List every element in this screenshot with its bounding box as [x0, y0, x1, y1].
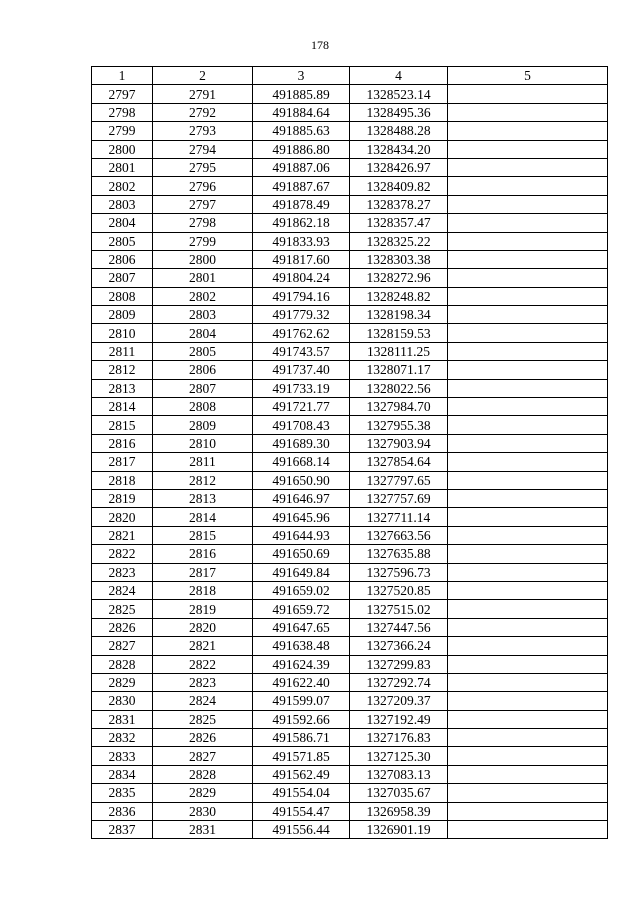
table-cell-col-4: 1328111.25 — [350, 342, 448, 360]
column-header-1: 1 — [92, 67, 153, 85]
table-cell-col-4: 1327711.14 — [350, 508, 448, 526]
table-cell-col-2: 2810 — [153, 434, 253, 452]
table-cell-col-2: 2811 — [153, 453, 253, 471]
table-cell-col-4: 1328303.38 — [350, 250, 448, 268]
table-row — [92, 379, 608, 397]
coordinates-table — [91, 66, 608, 839]
table-cell-col-4: 1327757.69 — [350, 489, 448, 507]
table-cell-col-5 — [448, 692, 608, 710]
table-cell-col-5 — [448, 250, 608, 268]
table-body — [92, 85, 608, 839]
table-cell-col-1: 2830 — [92, 692, 153, 710]
table-cell-col-4: 1328426.97 — [350, 158, 448, 176]
table-cell-col-1: 2797 — [92, 85, 153, 103]
table-cell-col-5 — [448, 545, 608, 563]
table-cell-col-1: 2812 — [92, 361, 153, 379]
table-cell-col-2: 2800 — [153, 250, 253, 268]
table-cell-col-2: 2801 — [153, 269, 253, 287]
table-cell-col-5 — [448, 508, 608, 526]
table-cell-col-2: 2814 — [153, 508, 253, 526]
table-row — [92, 214, 608, 232]
table-cell-col-3: 491659.02 — [253, 581, 350, 599]
table-cell-col-3: 491833.93 — [253, 232, 350, 250]
table-row — [92, 508, 608, 526]
column-header-5: 5 — [448, 67, 608, 85]
table-cell-col-3: 491586.71 — [253, 729, 350, 747]
table-cell-col-1: 2803 — [92, 195, 153, 213]
table-cell-col-2: 2808 — [153, 398, 253, 416]
table-row — [92, 581, 608, 599]
table-cell-col-4: 1328248.82 — [350, 287, 448, 305]
table-cell-col-2: 2825 — [153, 710, 253, 728]
table-cell-col-2: 2830 — [153, 802, 253, 820]
table-cell-col-1: 2818 — [92, 471, 153, 489]
table-row — [92, 269, 608, 287]
table-cell-col-2: 2803 — [153, 306, 253, 324]
table-cell-col-1: 2800 — [92, 140, 153, 158]
table-cell-col-2: 2809 — [153, 416, 253, 434]
table-cell-col-2: 2792 — [153, 103, 253, 121]
table-cell-col-1: 2822 — [92, 545, 153, 563]
table-cell-col-2: 2793 — [153, 122, 253, 140]
table-row — [92, 600, 608, 618]
table-cell-col-5 — [448, 526, 608, 544]
table-cell-col-2: 2806 — [153, 361, 253, 379]
table-cell-col-5 — [448, 637, 608, 655]
table-cell-col-3: 491650.90 — [253, 471, 350, 489]
table-cell-col-2: 2817 — [153, 563, 253, 581]
table-cell-col-5 — [448, 784, 608, 802]
table-cell-col-3: 491887.67 — [253, 177, 350, 195]
table-cell-col-1: 2821 — [92, 526, 153, 544]
table-cell-col-1: 2805 — [92, 232, 153, 250]
table-cell-col-5 — [448, 618, 608, 636]
table-row — [92, 471, 608, 489]
table-cell-col-1: 2837 — [92, 821, 153, 839]
table-cell-col-3: 491592.66 — [253, 710, 350, 728]
table-cell-col-4: 1328325.22 — [350, 232, 448, 250]
table-cell-col-3: 491779.32 — [253, 306, 350, 324]
table-cell-col-2: 2797 — [153, 195, 253, 213]
table-cell-col-4: 1327515.02 — [350, 600, 448, 618]
table-cell-col-3: 491878.49 — [253, 195, 350, 213]
table-cell-col-3: 491885.63 — [253, 122, 350, 140]
page-number: 178 — [311, 38, 329, 52]
table-cell-col-4: 1328272.96 — [350, 269, 448, 287]
table-cell-col-3: 491794.16 — [253, 287, 350, 305]
table-cell-col-3: 491733.19 — [253, 379, 350, 397]
table-cell-col-3: 491649.84 — [253, 563, 350, 581]
table-cell-col-5 — [448, 802, 608, 820]
table-cell-col-1: 2811 — [92, 342, 153, 360]
table-row — [92, 361, 608, 379]
table-cell-col-3: 491708.43 — [253, 416, 350, 434]
table-cell-col-2: 2812 — [153, 471, 253, 489]
table-cell-col-4: 1328378.27 — [350, 195, 448, 213]
column-header-4: 4 — [350, 67, 448, 85]
table-cell-col-2: 2831 — [153, 821, 253, 839]
table-cell-col-2: 2799 — [153, 232, 253, 250]
table-cell-col-1: 2835 — [92, 784, 153, 802]
table-cell-col-1: 2816 — [92, 434, 153, 452]
table-cell-col-5 — [448, 471, 608, 489]
table-cell-col-4: 1327447.56 — [350, 618, 448, 636]
table-cell-col-2: 2802 — [153, 287, 253, 305]
table-row — [92, 821, 608, 839]
table-cell-col-1: 2836 — [92, 802, 153, 820]
table-cell-col-1: 2820 — [92, 508, 153, 526]
table-row — [92, 195, 608, 213]
table-cell-col-4: 1328198.34 — [350, 306, 448, 324]
table-cell-col-3: 491562.49 — [253, 765, 350, 783]
table-row — [92, 85, 608, 103]
table-cell-col-4: 1328488.28 — [350, 122, 448, 140]
table-cell-col-1: 2813 — [92, 379, 153, 397]
table-cell-col-3: 491817.60 — [253, 250, 350, 268]
table-cell-col-5 — [448, 306, 608, 324]
table-cell-col-2: 2815 — [153, 526, 253, 544]
table-row — [92, 232, 608, 250]
table-cell-col-3: 491554.04 — [253, 784, 350, 802]
table-row — [92, 250, 608, 268]
table-cell-col-3: 491721.77 — [253, 398, 350, 416]
table-cell-col-4: 1327125.30 — [350, 747, 448, 765]
table-cell-col-2: 2820 — [153, 618, 253, 636]
table-cell-col-4: 1328159.53 — [350, 324, 448, 342]
table-cell-col-5 — [448, 673, 608, 691]
table-cell-col-5 — [448, 379, 608, 397]
table-cell-col-5 — [448, 434, 608, 452]
table-cell-col-5 — [448, 324, 608, 342]
table-cell-col-5 — [448, 398, 608, 416]
table-cell-col-3: 491622.40 — [253, 673, 350, 691]
table-cell-col-3: 491862.18 — [253, 214, 350, 232]
table-cell-col-3: 491804.24 — [253, 269, 350, 287]
table-row — [92, 655, 608, 673]
table-cell-col-2: 2822 — [153, 655, 253, 673]
table-cell-col-3: 491646.97 — [253, 489, 350, 507]
table-cell-col-4: 1327366.24 — [350, 637, 448, 655]
table-row — [92, 526, 608, 544]
table-cell-col-4: 1328022.56 — [350, 379, 448, 397]
table-cell-col-2: 2798 — [153, 214, 253, 232]
table-row — [92, 342, 608, 360]
table-cell-col-4: 1327299.83 — [350, 655, 448, 673]
table-cell-col-5 — [448, 655, 608, 673]
table-row — [92, 563, 608, 581]
table-row — [92, 122, 608, 140]
table-cell-col-2: 2818 — [153, 581, 253, 599]
table-cell-col-1: 2809 — [92, 306, 153, 324]
table-row — [92, 103, 608, 121]
table-cell-col-4: 1326901.19 — [350, 821, 448, 839]
table-cell-col-1: 2826 — [92, 618, 153, 636]
table-cell-col-1: 2808 — [92, 287, 153, 305]
table-cell-col-4: 1327083.13 — [350, 765, 448, 783]
table-cell-col-1: 2823 — [92, 563, 153, 581]
table-row — [92, 673, 608, 691]
table-cell-col-4: 1327663.56 — [350, 526, 448, 544]
table-cell-col-5 — [448, 729, 608, 747]
table-cell-col-1: 2799 — [92, 122, 153, 140]
table-cell-col-2: 2794 — [153, 140, 253, 158]
table-cell-col-3: 491762.62 — [253, 324, 350, 342]
column-header-2: 2 — [153, 67, 253, 85]
table-row — [92, 747, 608, 765]
table-cell-col-2: 2821 — [153, 637, 253, 655]
table-row — [92, 545, 608, 563]
table-row — [92, 177, 608, 195]
table-cell-col-3: 491624.39 — [253, 655, 350, 673]
table-cell-col-1: 2810 — [92, 324, 153, 342]
table-cell-col-4: 1327192.49 — [350, 710, 448, 728]
table-row — [92, 398, 608, 416]
table-cell-col-3: 491689.30 — [253, 434, 350, 452]
table-cell-col-3: 491886.80 — [253, 140, 350, 158]
table-cell-col-3: 491599.07 — [253, 692, 350, 710]
table-cell-col-5 — [448, 140, 608, 158]
table-cell-col-3: 491554.47 — [253, 802, 350, 820]
table-cell-col-1: 2833 — [92, 747, 153, 765]
table-row — [92, 453, 608, 471]
table-cell-col-3: 491884.64 — [253, 103, 350, 121]
table-cell-col-5 — [448, 85, 608, 103]
table-cell-col-1: 2819 — [92, 489, 153, 507]
table-cell-col-5 — [448, 177, 608, 195]
table-row — [92, 324, 608, 342]
table-cell-col-5 — [448, 361, 608, 379]
table-cell-col-2: 2791 — [153, 85, 253, 103]
table-cell-col-4: 1327176.83 — [350, 729, 448, 747]
table-cell-col-3: 491668.14 — [253, 453, 350, 471]
table-cell-col-4: 1327854.64 — [350, 453, 448, 471]
table-cell-col-3: 491644.93 — [253, 526, 350, 544]
table-cell-col-4: 1328523.14 — [350, 85, 448, 103]
table-cell-col-1: 2802 — [92, 177, 153, 195]
table-cell-col-5 — [448, 600, 608, 618]
table-row — [92, 692, 608, 710]
table-cell-col-5 — [448, 453, 608, 471]
table-cell-col-5 — [448, 158, 608, 176]
table-cell-col-4: 1327035.67 — [350, 784, 448, 802]
table-cell-col-2: 2828 — [153, 765, 253, 783]
table-cell-col-1: 2828 — [92, 655, 153, 673]
table-cell-col-5 — [448, 563, 608, 581]
table-row — [92, 434, 608, 452]
table-row — [92, 765, 608, 783]
table-cell-col-4: 1328409.82 — [350, 177, 448, 195]
table-row — [92, 802, 608, 820]
table-cell-col-2: 2795 — [153, 158, 253, 176]
table-row — [92, 489, 608, 507]
table-cell-col-5 — [448, 232, 608, 250]
table-cell-col-1: 2834 — [92, 765, 153, 783]
table-row — [92, 784, 608, 802]
table-header-row — [92, 67, 608, 85]
table-cell-col-2: 2813 — [153, 489, 253, 507]
table-cell-col-2: 2816 — [153, 545, 253, 563]
table-cell-col-3: 491743.57 — [253, 342, 350, 360]
table-cell-col-1: 2829 — [92, 673, 153, 691]
table-cell-col-1: 2815 — [92, 416, 153, 434]
table-cell-col-2: 2823 — [153, 673, 253, 691]
table-cell-col-5 — [448, 103, 608, 121]
table-cell-col-4: 1328357.47 — [350, 214, 448, 232]
table-cell-col-5 — [448, 122, 608, 140]
table-cell-col-3: 491737.40 — [253, 361, 350, 379]
table-cell-col-3: 491885.89 — [253, 85, 350, 103]
table-cell-col-4: 1327520.85 — [350, 581, 448, 599]
table-cell-col-4: 1326958.39 — [350, 802, 448, 820]
table-cell-col-4: 1327209.37 — [350, 692, 448, 710]
table-cell-col-5 — [448, 765, 608, 783]
table-cell-col-4: 1327984.70 — [350, 398, 448, 416]
table-cell-col-3: 491645.96 — [253, 508, 350, 526]
table-cell-col-2: 2819 — [153, 600, 253, 618]
table-cell-col-3: 491556.44 — [253, 821, 350, 839]
table-cell-col-1: 2824 — [92, 581, 153, 599]
table-cell-col-1: 2817 — [92, 453, 153, 471]
table-cell-col-1: 2806 — [92, 250, 153, 268]
table-cell-col-2: 2804 — [153, 324, 253, 342]
table-row — [92, 306, 608, 324]
table-cell-col-2: 2827 — [153, 747, 253, 765]
table-row — [92, 416, 608, 434]
table-cell-col-1: 2832 — [92, 729, 153, 747]
table-cell-col-1: 2807 — [92, 269, 153, 287]
table-cell-col-4: 1328071.17 — [350, 361, 448, 379]
table-cell-col-2: 2826 — [153, 729, 253, 747]
table-cell-col-3: 491638.48 — [253, 637, 350, 655]
table-cell-col-3: 491647.65 — [253, 618, 350, 636]
table-cell-col-4: 1328434.20 — [350, 140, 448, 158]
table-cell-col-4: 1327903.94 — [350, 434, 448, 452]
table-cell-col-2: 2805 — [153, 342, 253, 360]
table-cell-col-4: 1328495.36 — [350, 103, 448, 121]
table-cell-col-1: 2798 — [92, 103, 153, 121]
table-cell-col-5 — [448, 214, 608, 232]
table-cell-col-1: 2831 — [92, 710, 153, 728]
table-cell-col-5 — [448, 821, 608, 839]
table-row — [92, 158, 608, 176]
table-cell-col-5 — [448, 416, 608, 434]
table-cell-col-5 — [448, 195, 608, 213]
table-cell-col-5 — [448, 747, 608, 765]
table-row — [92, 618, 608, 636]
table-row — [92, 729, 608, 747]
table-cell-col-5 — [448, 287, 608, 305]
table-row — [92, 710, 608, 728]
table-cell-col-1: 2825 — [92, 600, 153, 618]
table-cell-col-5 — [448, 269, 608, 287]
column-header-3: 3 — [253, 67, 350, 85]
table-cell-col-1: 2804 — [92, 214, 153, 232]
table-cell-col-2: 2796 — [153, 177, 253, 195]
table-cell-col-4: 1327635.88 — [350, 545, 448, 563]
table-cell-col-1: 2827 — [92, 637, 153, 655]
table-cell-col-1: 2801 — [92, 158, 153, 176]
table-cell-col-4: 1327797.65 — [350, 471, 448, 489]
table-cell-col-4: 1327596.73 — [350, 563, 448, 581]
table-cell-col-5 — [448, 342, 608, 360]
table-cell-col-3: 491659.72 — [253, 600, 350, 618]
table-cell-col-3: 491571.85 — [253, 747, 350, 765]
table-row — [92, 140, 608, 158]
table-cell-col-4: 1327955.38 — [350, 416, 448, 434]
table-cell-col-1: 2814 — [92, 398, 153, 416]
table-cell-col-2: 2829 — [153, 784, 253, 802]
table-cell-col-4: 1327292.74 — [350, 673, 448, 691]
table-row — [92, 287, 608, 305]
table-cell-col-2: 2807 — [153, 379, 253, 397]
table-row — [92, 637, 608, 655]
table-cell-col-3: 491887.06 — [253, 158, 350, 176]
table-cell-col-5 — [448, 581, 608, 599]
table-cell-col-5 — [448, 489, 608, 507]
table-cell-col-3: 491650.69 — [253, 545, 350, 563]
table-cell-col-5 — [448, 710, 608, 728]
table-cell-col-2: 2824 — [153, 692, 253, 710]
